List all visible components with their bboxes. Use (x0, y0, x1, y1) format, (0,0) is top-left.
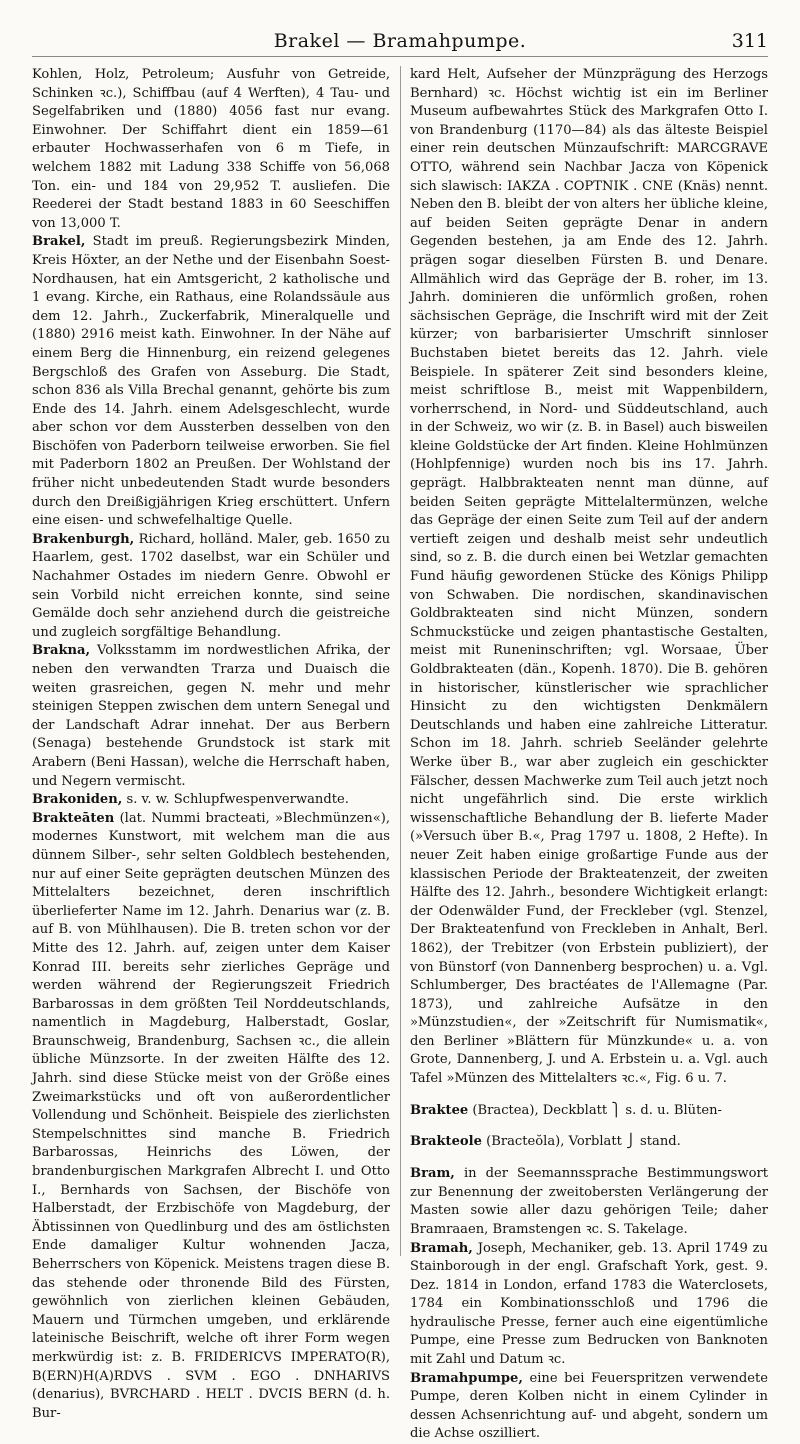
entry-text: Stadt im preuß. Regierungsbezirk Minden, Kreis Höxter, an der Nethe und der Eisenbahn Soest-Nordhausen, hat ein Amtsgericht, 2 katholische und 1 evang. Kirche, ein Rathaus, eine Rolandssäule aus dem 12. Jahrh., Zuckerfabrik, Mineralquelle und (1880) 2916 meist kath. Einwohner. In der Nähe auf einem Berg die Hinnenburg, ein reizend gelegenes Bergschloß des Grafen von Asseburg. Die Stadt, schon 836 als Villa Brechal genannt, gehörte bis zum Ende des 14. Jahrh. einem Adelsgeschlecht, wurde aber schon vor dem Aussterben desselben von den Bischöfen von Paderborn teilweise erworben. Sie fiel mit Paderborn 1802 an Preußen. Der Wohlstand der früher nicht unbedeutenden Stadt wurde besonders durch den Dreißigjährigen Krieg erschüttert. Unfern eine eisen- und schwefelhaltige Quelle. (32, 234, 390, 529)
entry-text: Volksstamm im nordwestlichen Afrika, der neben den verwandten Trarza und Duaisch die weiten grasreichen, gegen N. mehr und mehr steinigen Steppen zwischen dem untern Senegal und der Landschaft Adrar innehat. Der aus Berbern (Senaga) bestehende Grundstock ist stark mit Arabern (Beni Hassan), welche die Herrschaft haben, und Negern vermischt. (32, 643, 390, 789)
headword: Bramah, (410, 1240, 473, 1256)
entry-text: (lat. Nummi bracteati, »Blechmünzen«), modernes Kunstwort, mit welchem man die aus dünnem Silber-, sehr selten Goldblech bestehenden, nur auf einer Seite geprägten deutschen Münzen des Mittelalters bezeichnet, deren inschriftlich überlieferter Name im 12. Jahrh. Denarius war (z. B. auf B. von Mühlhausen). Die B. treten schon vor der Mitte des 12. Jahrh. auf, zeigen unter dem Kaiser Konrad III. bereits sehr zierliches Gepräge und werden während der Regierungszeit Friedrich Barbarossas in dem größten Teil Norddeutschlands, namentlich in Magdeburg, Halberstadt, Goslar, Braunschweig, Brandenburg, Sachsen ꝛc., die allein übliche Münzsorte. In der zweiten Hälfte des 12. Jahrh. sind diese Stücke meist von der Größe eines Zweimarkstücks und oft von außerordentlicher Vollendung und Schönheit. Beispiele des zierlichsten Stempelschnittes sind manche B. Friedrich Barbarossas, Heinrichs des Löwen, der brandenburgischen Markgrafen Albrecht I. und Otto I., Bernhards von Sachsen, der Bischöfe von Halberstadt, der Erzbischöfe von Magdeburg, der Äbtissinnen von Quedlinburg und des am östlichsten Ende damaliger Kultur wohnenden Jacza, Beherrschers von Köpenick. Meistens tragen diese B. das stehende oder thronende Bild des Fürsten, gewöhnlich von zierlichen kleinen Gebäuden, Mauern und Türmchen umgeben, und erklärende lateinische Beischrift, welche oft ihrer Form wegen merkwürdig ist: z. B. FRIDERICVS IMPERATO(R), B(ERN)H(A)RDVS . SVM . EGO . DNHARIVS (denarius), BVRCHARD . HELT . DVCIS BERN (d. h. Bur- (32, 810, 390, 1421)
running-title: Brakel — Bramahpumpe. (273, 30, 527, 52)
headword: Brakteāten (32, 810, 115, 826)
headword: Brakenburgh, (32, 531, 135, 547)
brace-reference: s. d. u. Blüten- (625, 1102, 722, 1118)
entry-text: Richard, holländ. Maler, geb. 1650 zu Haarlem, gest. 1702 daselbst, war ein Schüler und Nachahmer Ostades im niedern Genre. Obwohl er sein Vorbild nicht erreichen konnte, sind seine Gemälde doch sehr anziehend durch die geistreiche und zugleich sorgfältige Behandlung. (32, 531, 391, 640)
right-column (410, 66, 769, 1442)
entry-brakel (32, 233, 390, 531)
headword: Brakoniden, (32, 792, 123, 808)
page-number: 311 (731, 30, 768, 52)
entry-bramah (410, 1240, 768, 1370)
entry-text: in der Seemannssprache Bestimmungswort zur Benennung der zweitobersten Verlängerung der Masten sowie aller dazu gehörigen Teile; daher Bramraaen, Bramstengen ꝛc. S. Takelage. (410, 1166, 769, 1237)
entry-brakenburgh (32, 531, 390, 643)
entry-text: eine bei Feuerspritzen verwendete Pumpe, deren Kolben nicht in einem Cylinder in dessen Achsenrichtung auf- und abgeht, sondern um die Achse oszilliert. (410, 1370, 768, 1442)
entry-text: (Bracteŏla), Vorblatt (486, 1134, 622, 1150)
left-column (32, 66, 391, 1421)
entry-braktee-brakteole: Braktee (Bractea), Deckblatt ⎫ s. d. u. Blüten- Brakteole (Bracteŏla), Vorblatt ⎭ stand. (410, 1102, 722, 1150)
entry-bram (410, 1165, 768, 1239)
entry-text: Joseph, Mechaniker, geb. 13. April 1749 zu Stainborough in der engl. Grafschaft York, gest. 9. Dez. 1814 in London, erfand 1783 die Waterclosets, 1784 ein Kombinationsschloß und 1796 die hydraulische Presse, ferner auch eine eigentümliche Pumpe, eine Presse zum Bedrucken von Banknoten mit Zahl und Datum ꝛc. (410, 1240, 768, 1368)
entry-text: (Bractea), Deckblatt (472, 1102, 608, 1118)
headword: Brakel, (32, 234, 86, 250)
brace-reference: stand. (640, 1134, 681, 1150)
continuation-text: kard Helt, Aufseher der Münzprägung des Herzogs Bernhard) ꝛc. Höchst wichtig ist ein im Berliner Museum aufbewahrtes Stück des Markgrafen Otto I. von Brandenburg (1170—84) als das älteste Beispiel einer rein deutschen Münzaufschrift: MARCGRAVE OTTO, während sein Nachbar Jacza von Köpenick sich slawisch: IAKZA . COPTNIK . CNE (Knäs) nennt. Neben den B. bleibt der von alters her übliche kleine, auf beiden Seiten geprägte Denar in andern Gegenden bestehen, ja am Ende des 12. Jahrh. prägen sogar dieselben Fürsten B. und Denare. Allmählich wird das Gepräge der B. roher, im 13. Jahrh. dominieren die unförmlich großen, rohen sächsischen Gepräge, die Inschrift wird mit der Zeit kürzer; von barbarisierter Umschrift sinnloser Buchstaben bietet bereits das 12. Jahrh. viele Beispiele. In späterer Zeit sind besonders kleine, meist schriftlose B., meist mit Wappenbildern, vorherrschend, in Nord- und Süddeutschland, auch in der Schweiz, wo wir (z. B. in Basel) auch bisweilen kleine Goldstücke der Art finden. Kleine Hohlmünzen (Hohlpfennige) wurden noch bis ins 17. Jahrh. geprägt. Halbbrakteaten nennt man dünne, auf beiden Seiten geprägte Mittelaltermünzen, welche das Gepräge der einen Seite zum Teil auf der andern vertieft zeigen und deshalb meist sehr undeutlich sind, so z. B. die durch einen bei Wetzlar gemachten Fund häufig gewordenen Stücke des Königs Philipp von Schwaben. Die nordischen, skandinavischen Goldbrakteaten sind nicht Münzen, sondern Schmuckstücke und zeigen phantastische Gestalten, meist mit Runeninschriften; vgl. Worsaae, Über Goldbrakteaten (dän., Kopenh. 1870). Die B. gehören in historischer, künstlerischer wie sprachlicher Hinsicht zu den wichtigsten Denkmälern Deutschlands und haben eine zahlreiche Litteratur. Schon im 18. Jahrh. schrieb Seeländer gelehrte Werke über B., war aber zugleich ein geschickter Fälscher, dessen Machwerke zum Teil auch jetzt noch nicht ungefährlich sind. Die erste wirklich wissenschaftliche Behandlung der B. lieferte Mader (»Versuch über B.«, Prag 1797 u. 1808, 2 Hefte). In neuer Zeit haben einige großartige Funde aus der klassischen Periode der Brakteatenzeit, der zweiten Hälfte des 12. Jahrh., besondere Wichtigkeit erlangt: der Odenwälder Fund, der Freckleber (vgl. Stenzel, Der Brakteatenfund von Freckleben in Anhalt, Berl. 1862), der Trebitzer (von Erbstein publiziert), der von Bünstorf (von Dannenberg besprochen) u. a. Vgl. Schlumberger, Des bractéates de l'Allemagne (Par. 1873), und zahlreiche Aufsätze in den »Münzstudien«, der »Zeitschrift für Numismatik«, den Berliner »Blättern für Münzkunde« u. a. von Grote, Dannenberg, J. und A. Erbstein u. a. Vgl. auch Tafel »Münzen des Mittelalters ꝛc.«, Fig. 6 u. 7. (410, 67, 768, 1087)
headword: Brakna, (32, 643, 91, 659)
entry-brakna (32, 642, 390, 791)
continuation-text: Kohlen, Holz, Petroleum; Ausfuhr von Getreide, Schinken ꝛc.), Schiffbau (auf 4 Werften), 4 Tau- und Segelfabriken und (1880) 4056 fast nur evang. Einwohner. Der Schiffahrt dient ein 1859—61 erbauter Hochwasserhafen von 6 m Tiefe, in welchem 1882 mit Ladung 338 Schiffe von 56,068 Ton. ein- und 184 von 29,952 T. ausliefen. Die Reederei der Stadt bestand 1883 in 60 Seeschiffen von 13,000 T. (32, 67, 390, 231)
text-columns (32, 66, 769, 1442)
headword: Braktee (410, 1102, 469, 1118)
headword: Bram, (410, 1166, 455, 1182)
headword: Brakteole (410, 1134, 482, 1150)
entry-brakteaten (32, 810, 390, 1424)
column-divider (400, 66, 401, 1256)
entry-text: s. v. w. Schlupfwespenverwandte. (126, 792, 349, 808)
running-head (32, 30, 768, 57)
headword: Bramahpumpe, (410, 1370, 523, 1386)
entry-bramahpumpe (410, 1370, 768, 1444)
entry-brakoniden (32, 791, 390, 810)
